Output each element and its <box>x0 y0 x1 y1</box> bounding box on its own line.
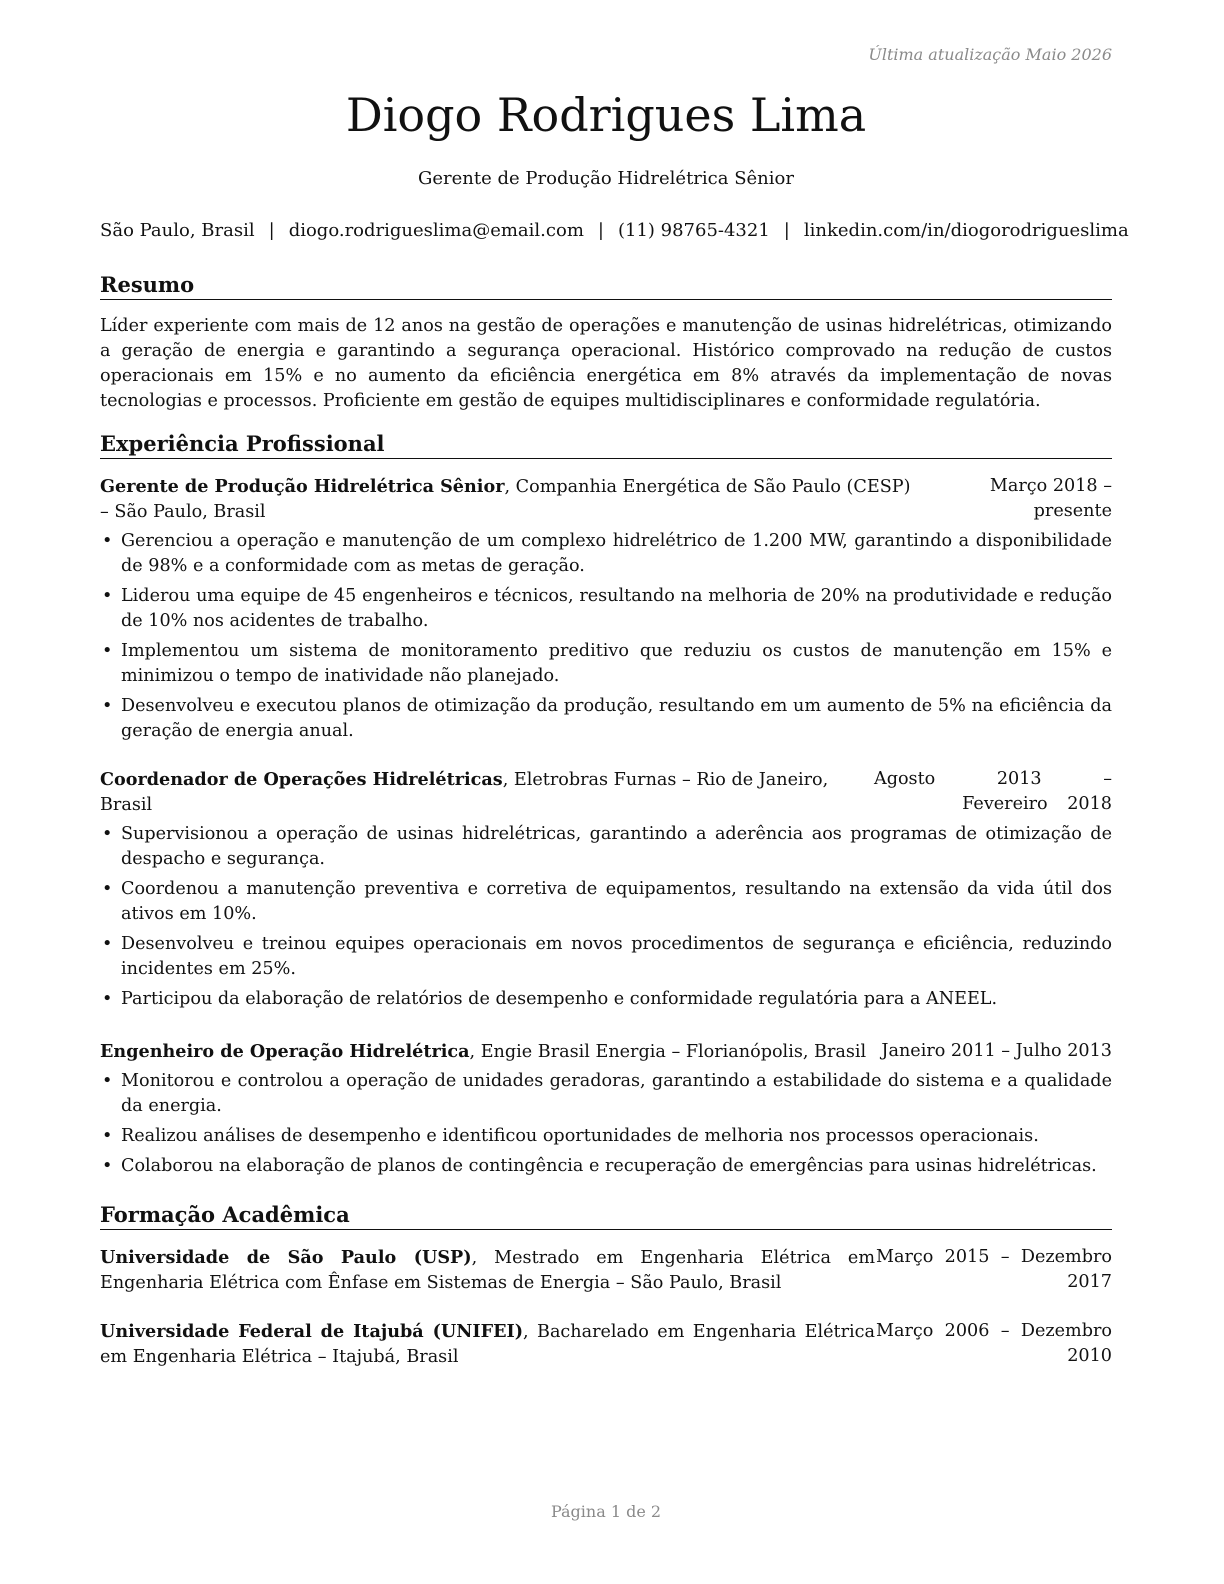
job-role: Gerente de Produção Hidrelétrica Sênior <box>100 476 505 497</box>
resume-page <box>100 0 1129 1584</box>
education-school: Universidade de São Paulo (USP) <box>100 1247 472 1268</box>
job-bullets <box>100 529 1112 749</box>
contact-location: São Paulo, Brasil <box>100 220 255 241</box>
section-title-education: Formação Acadêmica <box>100 1202 1112 1230</box>
bullet-glyph: • <box>102 879 113 899</box>
bullet-glyph: • <box>102 586 113 606</box>
list-item <box>100 822 1112 872</box>
bullet-text: Liderou uma equipe de 45 engenheiros e técnicos, resultando na melhoria de 20% na produtividade e redução de 10% nos acidentes de trabalho. <box>121 586 1112 631</box>
contact-linkedin[interactable]: linkedin.com/in/diogorodrigueslima <box>803 220 1129 241</box>
bullet-text: Desenvolveu e executou planos de otimização da produção, resultando em um aumento de 5% na eficiência da geração de energia anual. <box>121 696 1112 741</box>
summary-text: Líder experiente com mais de 12 anos na gestão de operações e manutenção de usinas hidrelétricas, otimizando a geração de energia e garantindo a segurança operacional. Histórico comprovado na redução de custos operacionais em 15% e no aumento da eficiência energética em 8% através da implementação de novas tecnologias e processos. Proficiente em gestão de equipes multidisciplinares e conformidade regulatória. <box>100 316 1112 411</box>
job-header <box>100 474 1112 525</box>
bullet-glyph: • <box>102 824 113 844</box>
list-item <box>100 932 1112 982</box>
contact-line <box>100 220 1129 241</box>
last-updated: Última atualização Maio 2026 <box>868 45 1112 64</box>
bullet-glyph: • <box>102 696 113 716</box>
bullet-text: Realizou análises de desempenho e identificou oportunidades de melhoria nos processos operacionais. <box>121 1126 1039 1146</box>
headline: Gerente de Produção Hidrelétrica Sênior <box>418 168 794 189</box>
education-school: Universidade Federal de Itajubá (UNIFEI) <box>100 1321 524 1342</box>
list-item <box>100 584 1112 634</box>
list-item <box>100 877 1112 927</box>
job-bullets <box>100 822 1112 1017</box>
contact-separator: | <box>597 220 604 241</box>
list-item <box>100 987 1112 1012</box>
job-dates: Janeiro 2011 – Julho 2013 <box>881 1041 1112 1061</box>
job-org: , Engie Brasil Energia – Florianópolis, Brasil <box>469 1042 867 1062</box>
section-title-experience: Experiência Profissional <box>100 431 1112 459</box>
bullet-text: Supervisionou a operação de usinas hidrelétricas, garantindo a aderência aos programas de otimização de despacho e segurança. <box>121 824 1112 869</box>
list-item <box>100 639 1112 689</box>
job-role: Engenheiro de Operação Hidrelétrica <box>100 1041 470 1062</box>
bullet-glyph: • <box>102 989 113 1009</box>
job-header <box>100 1039 1112 1065</box>
bullet-glyph: • <box>102 531 113 551</box>
section-title-summary: Resumo <box>100 272 1112 300</box>
bullet-text: Monitorou e controlou a operação de unidades geradoras, garantindo a estabilidade do sistema e a qualidade da energia. <box>121 1071 1112 1116</box>
list-item <box>100 1154 1112 1179</box>
job-role: Coordenador de Operações Hidrelétricas <box>100 769 503 790</box>
list-item <box>100 1069 1112 1119</box>
bullet-text: Coordenou a manutenção preventiva e corretiva de equipamentos, resultando na extensão da vida útil dos ativos em 10%. <box>121 879 1112 924</box>
education-dates: Março 2006 – Dezembro 2010 <box>876 1321 1112 1366</box>
list-item <box>100 1124 1112 1149</box>
contact-separator: | <box>268 220 275 241</box>
bullet-text: Implementou um sistema de monitoramento preditivo que reduziu os custos de manutenção em 15% e minimizou o tempo de inatividade não planejado. <box>121 641 1112 686</box>
list-item <box>100 529 1112 579</box>
list-item <box>100 694 1112 744</box>
bullet-glyph: • <box>102 1156 113 1176</box>
contact-separator: | <box>783 220 790 241</box>
candidate-name: Diogo Rodrigues Lima <box>345 88 867 142</box>
education-degree: , Mestrado em Engenharia Elétrica em Engenharia Elétrica com Ênfase em Sistemas de Energia – São Paulo, Brasil <box>100 1248 876 1293</box>
contact-phone: (11) 98765-4321 <box>617 220 770 241</box>
bullet-text: Desenvolveu e treinou equipes operacionais em novos procedimentos de segurança e eficiência, reduzindo incidentes em 25%. <box>121 934 1112 979</box>
job-dates: Março 2018 – presente <box>989 476 1112 521</box>
contact-email[interactable]: diogo.rodrigueslima@email.com <box>288 220 584 241</box>
bullet-text: Participou da elaboração de relatórios de desempenho e conformidade regulatória para a ANEEL. <box>121 989 998 1009</box>
bullet-text: Colaborou na elaboração de planos de contingência e recuperação de emergências para usinas hidrelétricas. <box>121 1156 1097 1176</box>
education-description <box>100 1319 875 1370</box>
job-header <box>100 767 1112 818</box>
bullet-glyph: • <box>102 641 113 661</box>
job-dates: Agosto 2013 – Fevereiro 2018 <box>874 769 1112 814</box>
bullet-glyph: • <box>102 1071 113 1091</box>
job-bullets <box>100 1069 1112 1184</box>
education-dates: Março 2015 – Dezembro 2017 <box>876 1247 1112 1292</box>
page-number: Página 1 de 2 <box>550 1502 662 1521</box>
education-description <box>100 1245 875 1296</box>
bullet-glyph: • <box>102 1126 113 1146</box>
job-org: , Companhia Energética de São Paulo (CESP) – São Paulo, Brasil <box>100 477 911 522</box>
bullet-text: Gerenciou a operação e manutenção de um complexo hidrelétrico de 1.200 MW, garantindo a disponibilidade de 98% e a conformidade com as metas de geração. <box>121 531 1112 576</box>
job-org: , Eletrobras Furnas – Rio de Janeiro, Brasil <box>100 770 829 815</box>
education-degree: , Bacharelado em Engenharia Elétrica em Engenharia Elétrica – Itajubá, Brasil <box>100 1322 875 1367</box>
bullet-glyph: • <box>102 934 113 954</box>
